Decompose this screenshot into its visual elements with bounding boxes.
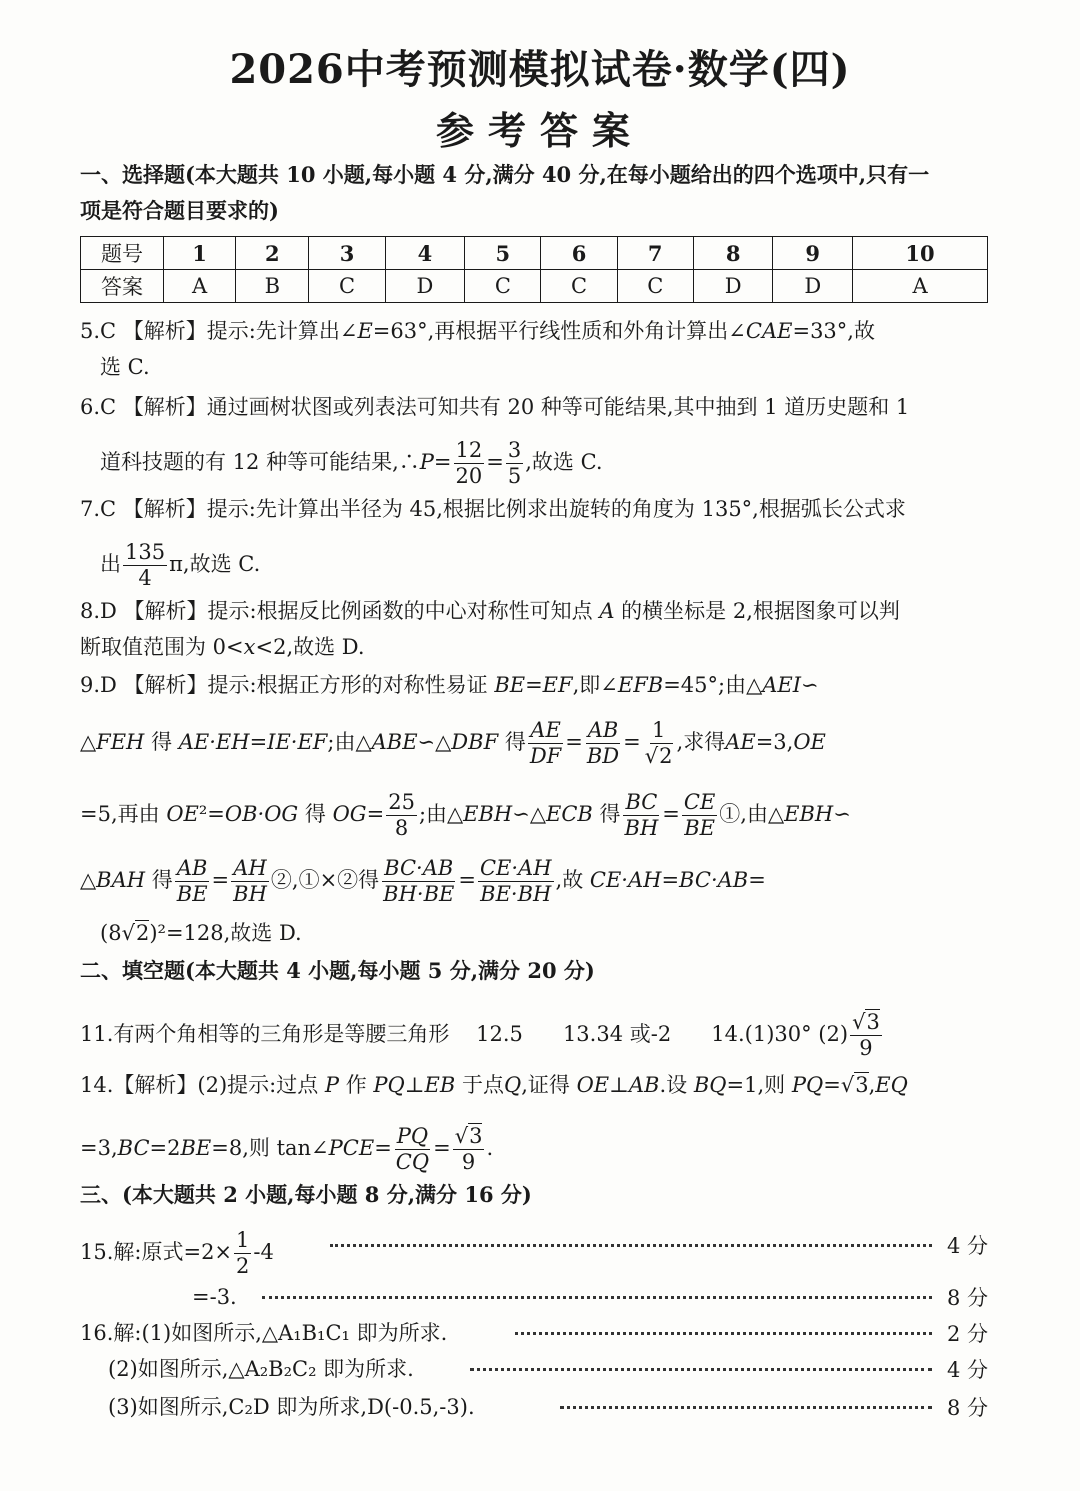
dotted-leader [515,1332,932,1335]
q15-line1: 15.解:原式=2× $\frac{1}{2}$ -4 [80,1228,274,1278]
q6-line1: 6.C 【解析】通过画树状图或列表法可知共有 20 种等可能结果,其中抽到 1 道历史题和 1 [80,395,910,419]
q9-line5: (8√2)²=128,故选 D. [100,921,302,945]
dotted-leader [330,1244,932,1247]
table-header-cell: 答案 [81,270,164,303]
q9-line1: 9.D 【解析】提示:根据正方形的对称性易证 BE=EF,即∠EFB=45°;由△AEI∽ [80,673,819,697]
table-cell: 4 [385,237,465,270]
q7-line1: 7.C 【解析】提示:先计算出半径为 45,根据比例求出旋转的角度为 135°,根据弧长公式求 [80,497,906,521]
section2-heading: 二、填空题(本大题共 4 小题,每小题 5 分,满分 20 分) [80,958,595,983]
table-cell: C [465,270,541,303]
q9-line4: △BAH 得 $\frac{AB}{BE}$ = $\frac{AH}{BH}$ ②,①×②得 $\frac{BC\cdot AB}{BH\cdot BE}$ = $\frac{CE\cdot AH}{BE\cdot BH}$ ,故 CE·AH=BC·AB= [80,856,766,906]
q9-line3: =5,再由 OE²=OB·OG 得 OG= $\frac{25}{8}$ ;由△EBH∽△ECB 得 $\frac{BC}{BH}$ = $\frac{CE}{BE}$ ①,由△EBH∽ [80,790,851,840]
q6-line2: 道科技题的有 12 种等可能结果,∴P= $\frac{12}{20}$ = $\frac{3}{5}$ ,故选 C. [100,438,603,488]
q7-line2: 出 $\frac{135}{4}$ π,故选 C. [100,540,261,590]
table-cell: 6 [541,237,617,270]
table-cell: D [773,270,853,303]
table-row-answers [81,270,988,303]
section1-heading-line1: 一、选择题(本大题共 10 小题,每小题 4 分,满分 40 分,在每小题给出的四个选项中,只有一 [80,162,930,187]
fraction: $\frac{135}{4}$ [125,540,166,590]
section1-heading-line2: 项是符合题目要求的) [80,198,279,223]
q16-line3: (3)如图所示,C₂D 即为所求,D(-0.5,-3). [108,1395,475,1419]
table-cell: 9 [773,237,853,270]
q9-line2: △FEH 得 AE·EH=IE·EF;由△ABE∽△DBF 得 $\frac{AE}{DF}$ = $\frac{AB}{BD}$ = $\frac{1}{√2}$ ,求得AE=3,OE [80,718,826,768]
dotted-leader [560,1406,932,1409]
dotted-leader [470,1368,932,1371]
fill-in-answers: 11.有两个角相等的三角形是等腰三角形 12.5 13.34 或-2 14.(1)30° (2) $\frac{√3}{9}$ [80,1010,880,1060]
score-label: 4 分 [946,1358,988,1382]
table-cell: C [309,270,385,303]
table-cell: A [853,270,988,303]
table-cell: B [236,270,309,303]
table-header-cell: 题号 [81,237,164,270]
dotted-leader [262,1296,932,1299]
score-label: 2 分 [946,1322,988,1346]
q8-line1: 8.D 【解析】提示:根据反比例函数的中心对称性可知点 A 的横坐标是 2,根据图象可以判 [80,599,900,623]
table-cell: C [617,270,693,303]
table-cell: 8 [693,237,773,270]
table-cell: D [385,270,465,303]
answer-table [80,236,988,303]
table-cell: 7 [617,237,693,270]
q5-line1: 5.C 【解析】提示:先计算出∠E=63°,再根据平行线性质和外角计算出∠CAE=33°,故 [80,319,875,343]
q16-line1: 16.解:(1)如图所示,△A₁B₁C₁ 即为所求. [80,1321,448,1345]
q5-line2: 选 C. [100,355,150,379]
table-cell: 3 [309,237,385,270]
page-title: 2026中考预测模拟试卷·数学(四) [229,46,851,93]
q15-line2: =-3. [192,1285,237,1309]
table-cell: 2 [236,237,309,270]
table-cell: 5 [465,237,541,270]
score-label: 4 分 [946,1234,988,1258]
table-row-numbers [81,237,988,270]
q16-line2: (2)如图所示,△A₂B₂C₂ 即为所求. [108,1357,414,1381]
fraction: $\frac{12}{20}$ [455,438,483,488]
table-cell: A [164,270,236,303]
q14-line2: =3,BC=2BE=8,则 tan∠PCE= $\frac{PQ}{CQ}$ = $\frac{√3}{9}$ . [80,1124,494,1174]
score-label: 8 分 [946,1286,988,1310]
page-subtitle: 参考答案 [435,108,644,153]
table-cell: 10 [853,237,988,270]
score-label: 8 分 [946,1396,988,1420]
table-cell: D [693,270,773,303]
table-cell: C [541,270,617,303]
q8-line2: 断取值范围为 0<x<2,故选 D. [80,635,365,659]
fraction: $\frac{3}{5}$ [507,438,522,488]
table-cell: 1 [164,237,236,270]
q14-line1: 14.【解析】(2)提示:过点 P 作 PQ⊥EB 于点Q,证得 OE⊥AB.设 BQ=1,则 PQ=√3,EQ [80,1073,908,1097]
section3-heading: 三、(本大题共 2 小题,每小题 8 分,满分 16 分) [80,1182,532,1207]
